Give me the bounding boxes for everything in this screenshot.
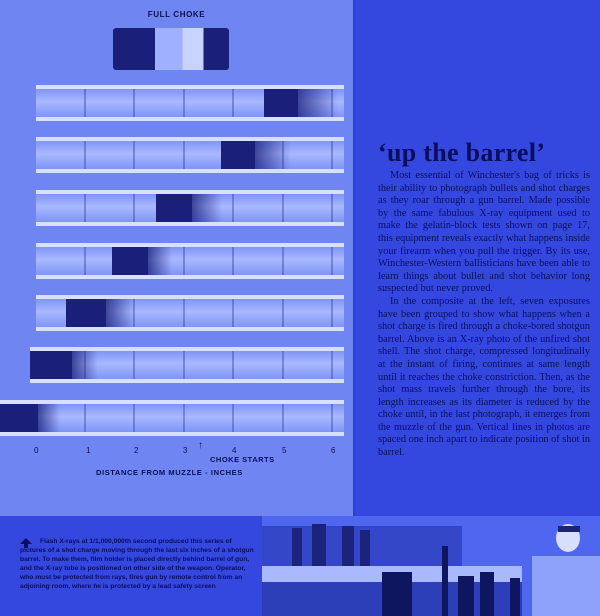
inch-gridline <box>183 351 185 379</box>
inch-gridline <box>232 404 234 432</box>
shot-charge <box>156 194 192 222</box>
inch-gridline <box>232 299 234 327</box>
inch-gridline <box>84 89 86 117</box>
barrel-exposure <box>36 295 344 331</box>
axis-tick: 6 <box>331 446 336 455</box>
axis-tick: 1 <box>86 446 91 455</box>
inch-gridline <box>282 299 284 327</box>
caption-text: Flash X-rays at 1/1,000,000th second produced this series of pictures of a shot charge moving through the last six inches of a shotgun barrel. To make them, film holder is placed directly behind barrel of gun, and the X-ray tube is positioned on other side of the weapon. Operator, who must be protected from rays, fires gun by remote control from an adjoining room, where he is protected by a lead safety screen <box>20 538 254 590</box>
up-arrow-icon: ↑ <box>198 440 203 451</box>
unfired-shell-xray <box>113 28 229 70</box>
barrel-exposure <box>36 243 344 279</box>
inch-gridline <box>133 351 135 379</box>
lab-equipment-image <box>262 516 600 616</box>
shot-trail <box>255 141 291 169</box>
axis-tick: 0 <box>34 446 39 455</box>
inch-gridline <box>232 194 234 222</box>
lab-photograph <box>262 516 600 616</box>
shot-charge <box>66 299 106 327</box>
photo-caption-box <box>0 516 262 616</box>
inch-gridline <box>282 404 284 432</box>
inch-gridline <box>331 247 333 275</box>
inch-gridline <box>232 247 234 275</box>
axis-tick: 2 <box>134 446 139 455</box>
article-paragraph: Most essential of Winchester's bag of tricks is their ability to photograph bullets and shot charges as they roar through a gun barrel. Made possible by the same fabulous X-ray equipment used to make the gelatin-block tests shown on page 17, this equipment reveals exactly what happens inside your firearm when you pull the trigger. By its use, Winchester-Western ballisticians have been able to learn things about bullet and shot behavior long suspected but never proved. <box>378 170 590 295</box>
axis-tick: 4 <box>232 446 237 455</box>
inch-gridline <box>183 404 185 432</box>
shot-trail <box>38 404 60 432</box>
shot-charge <box>264 89 298 117</box>
axis-tick: 3 <box>183 446 188 455</box>
inch-gridline <box>183 89 185 117</box>
article-body <box>378 170 590 460</box>
inch-gridline <box>331 404 333 432</box>
inch-gridline <box>133 194 135 222</box>
inch-gridline <box>84 247 86 275</box>
shot-charge <box>221 141 255 169</box>
full-choke-label: FULL CHOKE <box>147 10 206 19</box>
distance-axis <box>0 446 353 466</box>
shot-charge <box>0 404 38 432</box>
inch-gridline <box>133 89 135 117</box>
inch-gridline <box>232 351 234 379</box>
barrel-exposure <box>36 190 344 226</box>
barrel-exposure <box>0 400 344 436</box>
shot-trail <box>72 351 98 379</box>
barrel-exposure <box>36 85 344 121</box>
shot-trail <box>106 299 134 327</box>
inch-gridline <box>331 194 333 222</box>
inch-gridline <box>232 89 234 117</box>
inch-gridline <box>282 247 284 275</box>
barrel-exposure <box>36 137 344 173</box>
inch-gridline <box>282 351 284 379</box>
choke-starts-label: CHOKE STARTS <box>210 455 275 464</box>
shot-trail <box>192 194 222 222</box>
shot-trail <box>148 247 172 275</box>
inch-gridline <box>331 141 333 169</box>
inch-gridline <box>133 404 135 432</box>
shot-charge <box>30 351 72 379</box>
axis-tick: 5 <box>282 446 287 455</box>
xray-composite-panel <box>0 0 353 516</box>
article-headline: ‘up the barrel’ <box>378 138 546 167</box>
inch-gridline <box>282 194 284 222</box>
inch-gridline <box>331 351 333 379</box>
shot-trail <box>298 89 338 117</box>
inch-gridline <box>183 247 185 275</box>
inch-gridline <box>133 141 135 169</box>
inch-gridline <box>84 404 86 432</box>
inch-gridline <box>84 141 86 169</box>
axis-title: DISTANCE FROM MUZZLE - INCHES <box>96 468 243 477</box>
inch-gridline <box>331 299 333 327</box>
inch-gridline <box>183 299 185 327</box>
barrel-exposure <box>30 347 344 383</box>
shot-charge <box>112 247 148 275</box>
article-paragraph: In the composite at the left, seven exposures have been grouped to show what happens when a shot charge is fired through a choke-bored shotgun barrel. Above is an X-ray photo of the unfired shot shell. The shot charge, compressed longitudinally at the instant of firing, continues at same length until it reaches the choke constriction. Then, as the shot mass travels further through the bore, its length increases as its diameter is reduced by the choke until, in the last photograph, it emerges from the muzzle of the gun. Vertical lines in photos are spaced one inch apart to indicate position of shot in barrel. <box>378 295 590 459</box>
inch-gridline <box>183 141 185 169</box>
inch-gridline <box>84 194 86 222</box>
